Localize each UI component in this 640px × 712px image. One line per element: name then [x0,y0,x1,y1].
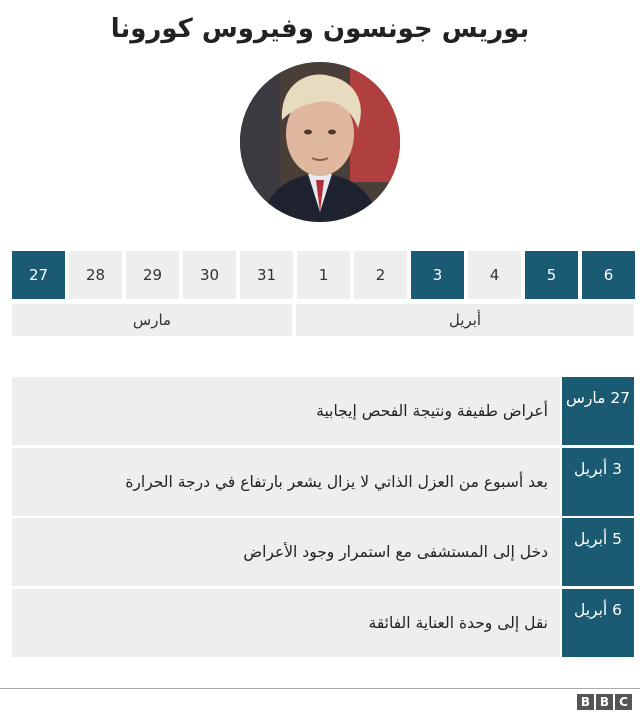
day-cell: 29 [126,251,179,299]
event-description: بعد أسبوع من العزل الذاتي لا يزال يشعر بارتفاع في درجة الحرارة [12,448,560,516]
day-cell: 30 [183,251,236,299]
day-cell: 2 [354,251,407,299]
event-date: 3 أبريل [562,448,634,516]
day-cell: 28 [69,251,122,299]
event-date: 5 أبريل [562,518,634,586]
day-cell: 3 [411,251,464,299]
portrait-photo [240,62,400,222]
bbc-logo [577,694,632,710]
day-cell: 1 [297,251,350,299]
month-label-march: مارس [12,304,292,336]
logo-letter: C [615,694,632,710]
event-date: 6 أبريل [562,589,634,657]
page-title: بوريس جونسون وفيروس كورونا [110,14,530,44]
timeline-event [12,518,634,586]
event-description: أعراض طفيفة ونتيجة الفحص إيجابية [12,377,560,445]
timeline-event [12,448,634,516]
timeline-event [12,589,634,657]
event-date: 27 مارس [562,377,634,445]
day-cell: 31 [240,251,293,299]
day-cell: 4 [468,251,521,299]
day-cell: 5 [525,251,578,299]
day-cell: 27 [12,251,65,299]
event-description: نقل إلى وحدة العناية الفائقة [12,589,560,657]
month-label-april: أبريل [296,304,634,336]
timeline-day-row [12,251,636,299]
footer-divider [0,688,640,689]
day-cell: 6 [582,251,635,299]
event-description: دخل إلى المستشفى مع استمرار وجود الأعراض [12,518,560,586]
logo-letter: B [577,694,594,710]
logo-letter: B [596,694,613,710]
timeline-event [12,377,634,445]
